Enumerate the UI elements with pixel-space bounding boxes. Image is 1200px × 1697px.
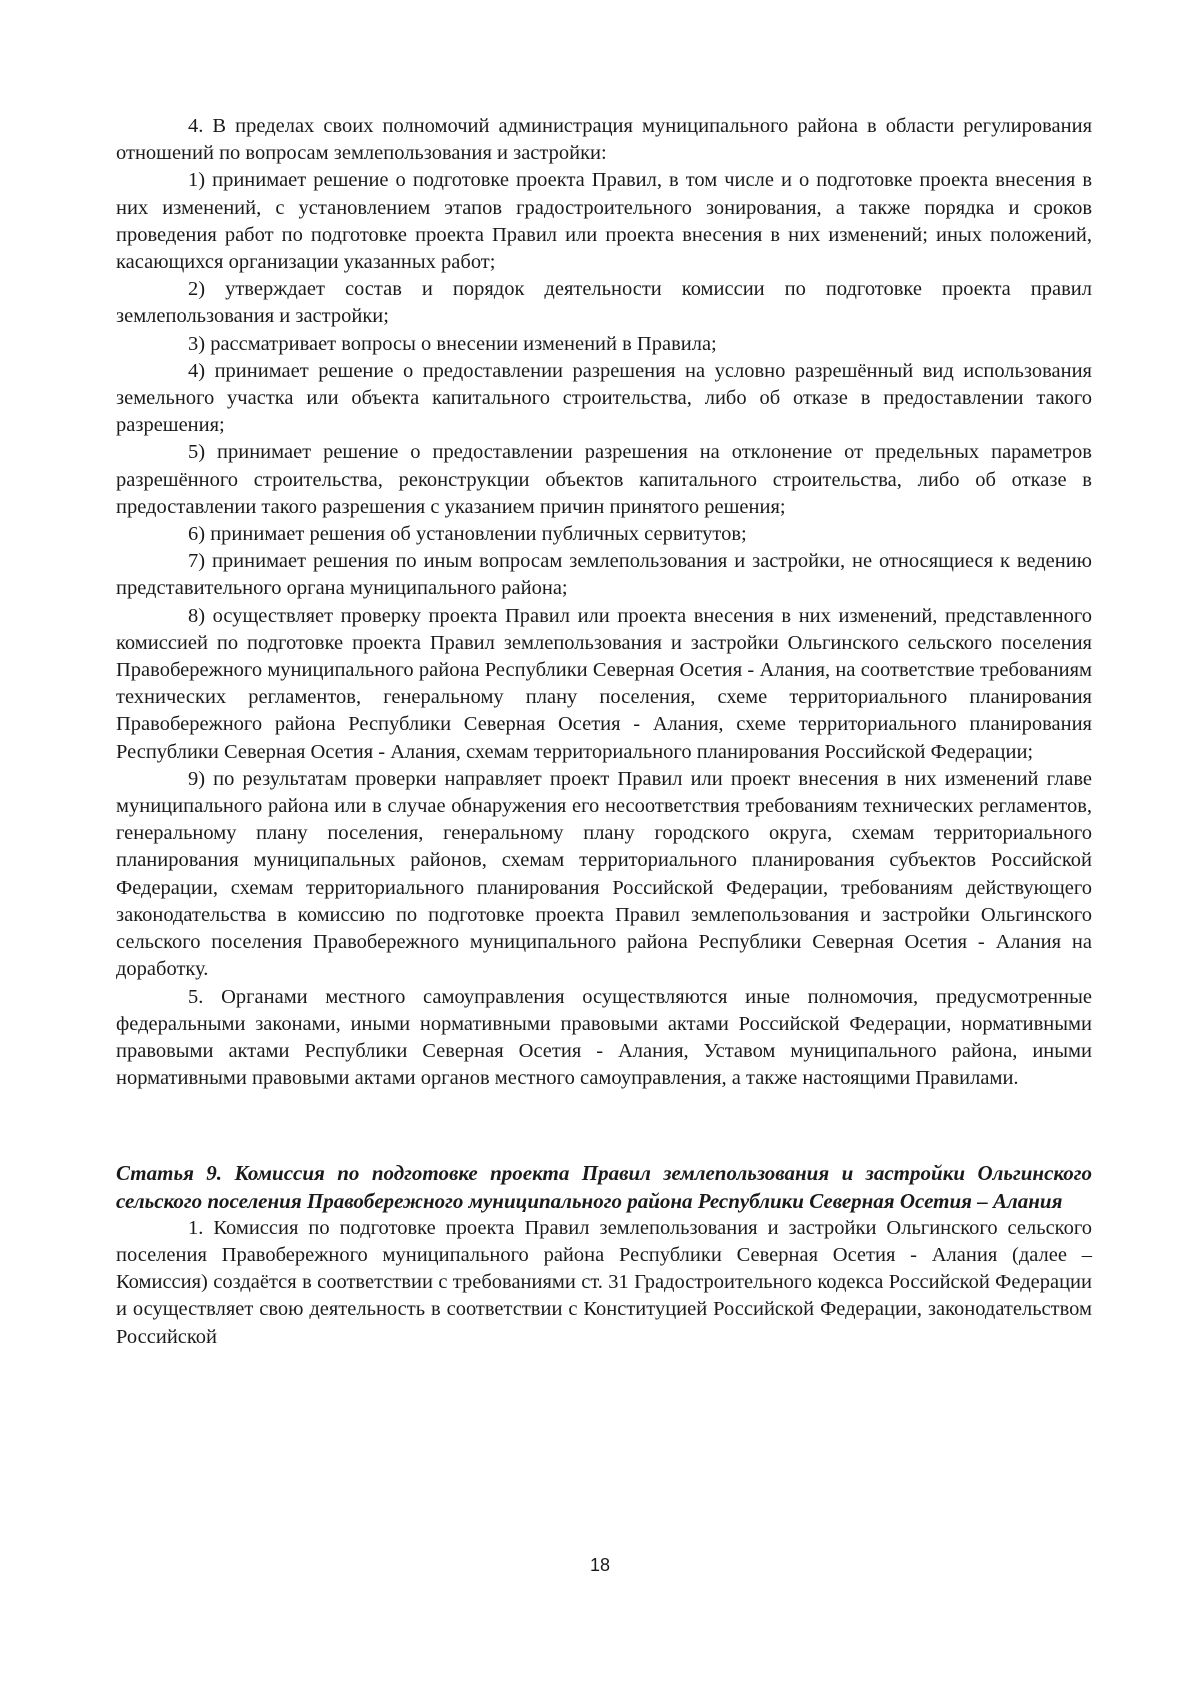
paragraph-subitem-1: 1) принимает решение о подготовке проекта Правил, в том числе и о подготовке проекта внесения в них изменений, с установлением этапов градостроительного зонирования, а также порядка и сроков проведения работ по подготовке проекта Правил или проекта внесения в них изменений; иных положений, касающихся организации указанных работ; (116, 169, 1092, 274)
paragraph-subitem-9: 9) по результатам проверки направляет проект Правил или проект внесения в них изменений главе муниципального района или в случае обнаружения его несоответствия требованиям технических регламентов, генеральному плану поселения, генеральному плану городского округа, схемам территориального планирования муниципальных районов, схемам территориального планирования субъектов Российской Федерации, схемам территориального планирования Российской Федерации, требованиям действующего законодательства в комиссию по подготовке проекта Правил землепользования и застройки Ольгинского сельского поселения Правобережного муниципального района Республики Северная Осетия - Алания на доработку. (116, 767, 1092, 981)
paragraph-subitem-6: 6) принимает решения об установлении публичных сервитутов; (188, 523, 747, 546)
paragraph-subitem-5: 5) принимает решение о предоставлении разрешения на отклонение от предельных параметров разрешённого строительства, реконструкции объектов капитального строительства, либо об отказе в предоставлении такого разрешения с указанием причин принятого решения; (116, 441, 1092, 518)
page-number: 18 (589, 1555, 611, 1575)
paragraph-subitem-7: 7) принимает решения по иным вопросам землепользования и застройки, не относящиеся к ведению представительного органа муниципального района; (116, 550, 1092, 600)
paragraph-subitem-4: 4) принимает решение о предоставлении разрешения на условно разрешённый вид использования земельного участка или объекта капитального строительства, либо об отказе в предоставлении такого разрешения; (116, 359, 1092, 437)
paragraph-subitem-3: 3) рассматривает вопросы о внесении изменений в Правила; (188, 332, 717, 355)
paragraph-item-4: 4. В пределах своих полномочий администрация муниципального района в области регулирования отношений по вопросам землепользования и застройки: (116, 115, 1092, 165)
article-heading: Статья 9. Комиссия по подготовке проекта Правил землепользования и застройки Ольгинского сельского поселения Правобережного муниципального района Республики Северная Осетия – Алания (116, 1161, 1092, 1213)
section-spacer (116, 1092, 1092, 1160)
document-page (116, 113, 1092, 1351)
paragraph-subitem-8: 8) осуществляет проверку проекта Правил или проекта внесения в них изменений, представленного комиссией по подготовке проекта Правил землепользования и застройки Ольгинского сельского поселения Правобережного муниципального района Республики Северная Осетия - Алания, на соответствие требованиям технических регламентов, генеральному плану поселения, схеме территориального планирования Правобережного района Республики Северная Осетия - Алания, схеме территориального планирования Республики Северная Осетия - Алания, схемам территориального планирования Российской Федерации; (116, 604, 1092, 763)
paragraph-article-item-1: 1. Комиссия по подготовке проекта Правил землепользования и застройки Ольгинского сельского поселения Правобережного муниципального района Республики Северная Осетия - Алания (далее – Комиссия) создаётся в соответствии с требованиями ст. 31 Градостроительного кодекса Российской Федерации и осуществляет свою деятельность в соответствии с Конституцией Российской Федерации, законодательством Российской (116, 1216, 1092, 1348)
paragraph-subitem-2: 2) утверждает состав и порядок деятельности комиссии по подготовке проекта правил землепользования и застройки; (116, 278, 1092, 328)
paragraph-item-5: 5. Органами местного самоуправления осуществляются иные полномочия, предусмотренные федеральными законами, иными нормативными правовыми актами Российской Федерации, нормативными правовыми актами Республики Северная Осетия - Алания, Уставом муниципального района, иными нормативными правовыми актами органов местного самоуправления, а также настоящими Правилами. (116, 985, 1092, 1090)
